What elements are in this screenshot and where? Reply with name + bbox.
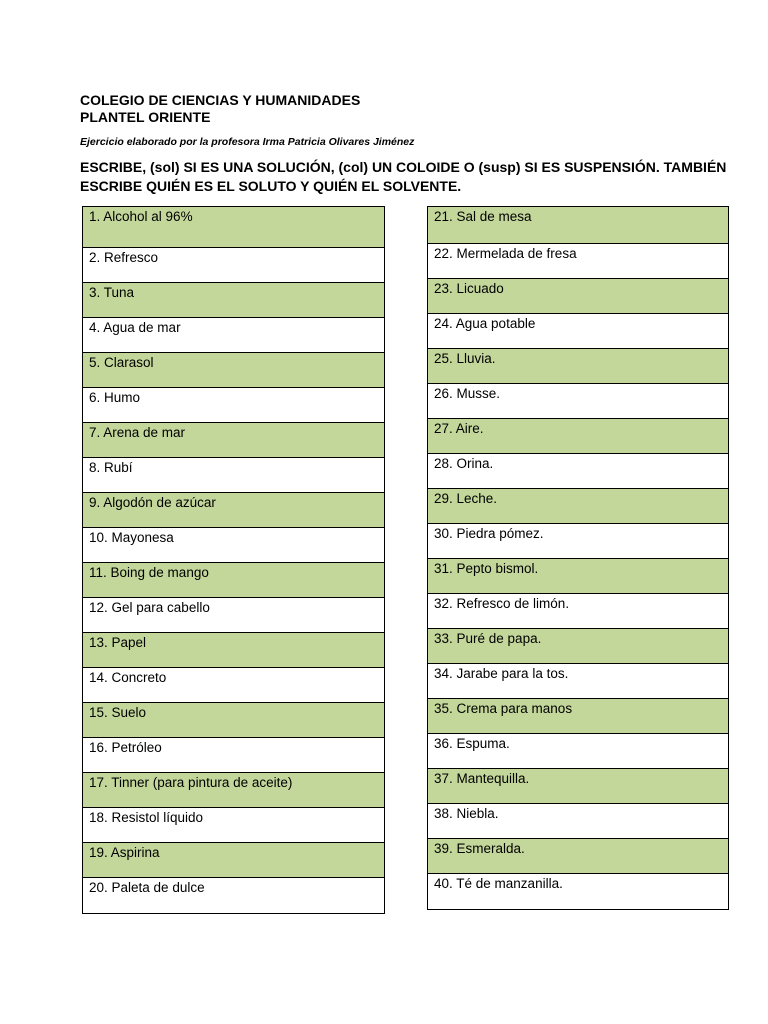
- item-text: 2. Refresco: [83, 248, 385, 283]
- item-row: [428, 664, 729, 699]
- item-row: [83, 598, 385, 633]
- item-text: 29. Leche.: [428, 489, 729, 524]
- item-text: 1. Alcohol al 96%: [83, 207, 385, 248]
- item-text: 22. Mermelada de fresa: [428, 244, 729, 279]
- item-text: 6. Humo: [83, 388, 385, 423]
- instructions: ESCRIBE, (sol) SI ES UNA SOLUCIÓN, (col) UN COLOIDE O (susp) SI ES SUSPENSIÓN. TAMBIÉN ESCRIBE QUIÉN ES EL SOLUTO Y QUIÉN EL SOLVENTE.: [80, 159, 727, 194]
- item-text: 24. Agua potable: [428, 314, 729, 349]
- item-text: 21. Sal de mesa: [428, 207, 729, 244]
- item-row: [83, 703, 385, 738]
- item-row: [428, 244, 729, 279]
- item-text: 32. Refresco de limón.: [428, 594, 729, 629]
- item-text: 40. Té de manzanilla.: [428, 874, 729, 910]
- item-text: 34. Jarabe para la tos.: [428, 664, 729, 699]
- right-item-table: [427, 206, 729, 910]
- item-text: 38. Niebla.: [428, 804, 729, 839]
- item-row: [428, 454, 729, 489]
- item-row: [83, 207, 385, 248]
- item-text: 17. Tinner (para pintura de aceite): [83, 773, 385, 808]
- item-row: [428, 207, 729, 244]
- item-row: [83, 738, 385, 773]
- item-row: [83, 773, 385, 808]
- item-text: 9. Algodón de azúcar: [83, 493, 385, 528]
- item-row: [83, 808, 385, 843]
- item-row: [83, 283, 385, 318]
- item-row: [428, 559, 729, 594]
- item-text: 11. Boing de mango: [83, 563, 385, 598]
- item-row: [428, 419, 729, 454]
- item-row: [428, 734, 729, 769]
- item-text: 33. Puré de papa.: [428, 629, 729, 664]
- item-row: [428, 279, 729, 314]
- item-text: 25. Lluvia.: [428, 349, 729, 384]
- school-name: COLEGIO DE CIENCIAS Y HUMANIDADES: [80, 92, 361, 108]
- item-row: [83, 388, 385, 423]
- document-header: [80, 92, 360, 126]
- item-text: 3. Tuna: [83, 283, 385, 318]
- item-text: 39. Esmeralda.: [428, 839, 729, 874]
- item-row: [83, 248, 385, 283]
- item-row: [83, 423, 385, 458]
- left-item-table: [82, 206, 385, 914]
- item-row: [428, 699, 729, 734]
- item-text: 7. Arena de mar: [83, 423, 385, 458]
- item-text: 36. Espuma.: [428, 734, 729, 769]
- item-text: 13. Papel: [83, 633, 385, 668]
- item-row: [83, 878, 385, 914]
- item-row: [83, 668, 385, 703]
- item-row: [428, 769, 729, 804]
- item-row: [83, 458, 385, 493]
- item-text: 20. Paleta de dulce: [83, 878, 385, 914]
- item-text: 19. Aspirina: [83, 843, 385, 878]
- item-text: 30. Piedra pómez.: [428, 524, 729, 559]
- author-credit: Ejercicio elaborado por la profesora Irma Patricia Olivares Jiménez: [80, 136, 415, 148]
- item-row: [83, 353, 385, 388]
- item-text: 5. Clarasol: [83, 353, 385, 388]
- item-text: 23. Licuado: [428, 279, 729, 314]
- item-row: [428, 489, 729, 524]
- item-text: 10. Mayonesa: [83, 528, 385, 563]
- item-text: 15. Suelo: [83, 703, 385, 738]
- item-row: [428, 384, 729, 419]
- item-row: [428, 314, 729, 349]
- item-text: 37. Mantequilla.: [428, 769, 729, 804]
- item-text: 31. Pepto bismol.: [428, 559, 729, 594]
- item-row: [428, 839, 729, 874]
- item-row: [428, 594, 729, 629]
- item-row: [428, 349, 729, 384]
- item-row: [83, 843, 385, 878]
- campus-name: PLANTEL ORIENTE: [80, 109, 211, 125]
- item-text: 16. Petróleo: [83, 738, 385, 773]
- item-text: 12. Gel para cabello: [83, 598, 385, 633]
- item-row: [83, 318, 385, 353]
- item-row: [83, 493, 385, 528]
- item-row: [428, 629, 729, 664]
- item-text: 18. Resistol líquido: [83, 808, 385, 843]
- item-row: [428, 874, 729, 910]
- item-text: 27. Aire.: [428, 419, 729, 454]
- item-row: [83, 528, 385, 563]
- item-text: 4. Agua de mar: [83, 318, 385, 353]
- item-row: [428, 804, 729, 839]
- item-row: [83, 563, 385, 598]
- item-row: [428, 524, 729, 559]
- item-text: 8. Rubí: [83, 458, 385, 493]
- item-text: 28. Orina.: [428, 454, 729, 489]
- item-text: 14. Concreto: [83, 668, 385, 703]
- item-text: 35. Crema para manos: [428, 699, 729, 734]
- item-text: 26. Musse.: [428, 384, 729, 419]
- item-row: [83, 633, 385, 668]
